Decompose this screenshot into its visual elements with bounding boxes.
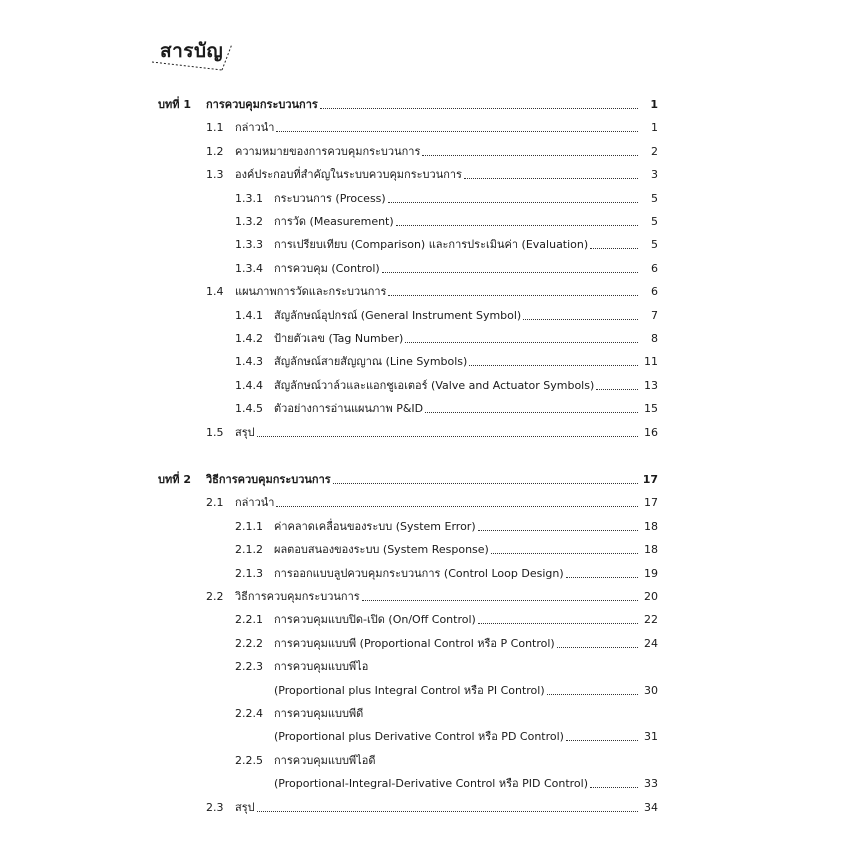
page-number: 1 <box>651 121 658 135</box>
entry-title-with-leader <box>274 611 640 629</box>
section-number: 2.2.5 <box>235 753 263 767</box>
section-title: สัญลักษณ์สายสัญญาณ (Line Symbols) <box>274 355 468 369</box>
dot-leader <box>405 341 638 343</box>
page-number: 33 <box>644 777 658 791</box>
section-title: ป้ายตัวเลข (Tag Number) <box>274 332 404 345</box>
dot-leader <box>425 411 638 413</box>
page-number: 13 <box>644 378 658 392</box>
dot-leader <box>557 646 638 648</box>
section-number: 1.3.3 <box>235 238 263 252</box>
dot-leader <box>320 107 638 109</box>
entry-title-with-leader <box>274 682 640 700</box>
section-title: สัญลักษณ์อุปกรณ์ (General Instrument Symbol) <box>274 308 522 322</box>
section-number: 1.3.2 <box>235 215 263 228</box>
section-title: ค่าคลาดเคลื่อนของระบบ (System Error) <box>274 519 476 533</box>
section-number: 2.1.2 <box>235 543 263 557</box>
section-title: การวัด (Measurement) <box>274 215 394 228</box>
section-number: 1.5 <box>206 425 224 439</box>
section-title: สรุป <box>235 800 255 814</box>
page-title: สารบัญ <box>160 40 224 62</box>
section-title: การควบคุมแบบพี (Proportional Control หรือ P Control) <box>274 636 555 650</box>
entry-title-with-leader <box>274 518 640 536</box>
dot-leader <box>566 576 638 578</box>
entry-title-with-leader <box>274 541 640 559</box>
chapter-title: วิธีการควบคุมกระบวนการ <box>206 473 331 486</box>
page-number: 19 <box>644 566 658 580</box>
section-number: 1.4.4 <box>235 378 263 392</box>
toc-entry-row <box>0 799 858 817</box>
section-number: 2.1.1 <box>235 519 263 533</box>
chapter-heading-row <box>0 96 858 114</box>
toc-entry-row <box>0 119 858 137</box>
section-title: การเปรียบเทียบ (Comparison) และการประเมินค่า (Evaluation) <box>274 238 589 252</box>
toc-entry-row <box>0 260 858 278</box>
page-number: 17 <box>644 496 658 510</box>
section-number: 2.3 <box>206 800 224 814</box>
page-number: 31 <box>644 730 658 744</box>
toc-entry-row <box>0 213 858 231</box>
page-number: 18 <box>644 543 658 557</box>
section-title: (Proportional plus Derivative Control หรือ PD Control) <box>274 730 564 744</box>
toc-entry-row <box>0 283 858 301</box>
page-number: 1 <box>650 98 658 111</box>
dot-leader <box>257 810 638 812</box>
toc-entry-row <box>0 353 858 371</box>
section-number: 2.2.1 <box>235 613 263 627</box>
dot-leader <box>596 388 638 390</box>
entry-title-with-leader <box>274 236 640 254</box>
page-number: 20 <box>644 590 658 603</box>
toc-entry-row <box>0 705 858 723</box>
toc-entry-row <box>0 565 858 583</box>
dot-leader <box>257 435 638 437</box>
toc-entry-row <box>0 166 858 184</box>
section-number: 1.4.2 <box>235 332 263 345</box>
page-number: 8 <box>651 332 658 345</box>
dot-leader <box>388 201 638 203</box>
dot-leader <box>362 599 638 601</box>
entry-title-with-leader <box>274 377 640 395</box>
section-number: 2.2.3 <box>235 660 263 674</box>
dot-leader <box>590 786 638 788</box>
dot-leader <box>478 622 638 624</box>
toc-entry-row <box>0 424 858 442</box>
section-number: 1.1 <box>206 121 224 135</box>
section-title: แผนภาพการวัดและกระบวนการ <box>235 285 387 299</box>
toc-entry-row <box>0 658 858 676</box>
toc-entry-row <box>0 518 858 536</box>
entry-title-with-leader <box>235 799 640 817</box>
toc-entry-row <box>0 307 858 325</box>
section-title: การควบคุมแบบพีไอดี <box>274 753 376 767</box>
toc-entry-row <box>0 377 858 395</box>
dot-leader <box>547 693 638 695</box>
section-title: สัญลักษณ์วาล์วและแอกชูเอเตอร์ (Valve and Actuator Symbols) <box>274 378 595 392</box>
page-number: 5 <box>651 191 658 205</box>
section-title: สรุป <box>235 425 255 439</box>
entry-title-with-leader <box>235 143 640 161</box>
dot-leader <box>469 364 638 366</box>
dot-leader <box>276 130 638 132</box>
entry-title-with-leader <box>274 775 640 793</box>
toc-entry-row <box>0 588 858 606</box>
section-number: 1.4.3 <box>235 355 263 369</box>
section-title: (Proportional-Integral-Derivative Control หรือ PID Control) <box>274 777 589 791</box>
section-number: 1.2 <box>206 144 224 158</box>
page-number: 2 <box>651 144 658 158</box>
section-title: ผลตอบสนองของระบบ (System Response) <box>274 543 489 557</box>
dot-leader <box>464 177 638 179</box>
entry-title-with-leader <box>274 260 640 278</box>
section-number: 1.4.5 <box>235 402 263 416</box>
chapter-title: การควบคุมกระบวนการ <box>206 98 318 111</box>
section-title: การควบคุมแบบพีไอ <box>274 660 369 674</box>
section-number: 2.2.2 <box>235 636 263 650</box>
entry-title-with-leader <box>274 728 640 746</box>
entry-title-with-leader <box>235 119 640 137</box>
entry-title-with-leader <box>274 213 640 231</box>
page-number: 16 <box>644 425 658 439</box>
section-title: องค์ประกอบที่สำคัญในระบบควบคุมกระบวนการ <box>235 168 462 182</box>
entry-title-with-leader <box>274 353 640 371</box>
section-title: การควบคุมแบบพีดี <box>274 707 364 720</box>
entry-title-with-leader <box>274 565 640 583</box>
chapter-label: บทที่ 1 <box>158 98 191 111</box>
entry-title-with-leader <box>274 400 640 418</box>
chapter-label: บทที่ 2 <box>158 473 191 486</box>
page-number: 30 <box>644 683 658 697</box>
section-title: การควบคุมแบบปิด-เปิด (On/Off Control) <box>274 613 476 627</box>
page-number: 5 <box>651 238 658 252</box>
page-number: 24 <box>644 636 658 650</box>
dot-leader <box>333 482 638 484</box>
section-title: ตัวอย่างการอ่านแผนภาพ P&ID <box>274 402 424 416</box>
toc-entry-row <box>0 494 858 512</box>
page-number: 6 <box>651 285 658 299</box>
dot-leader <box>523 318 638 320</box>
section-number: 2.2 <box>206 590 224 603</box>
toc-entry-row <box>0 143 858 161</box>
toc-entry-row <box>0 611 858 629</box>
dot-leader <box>396 224 638 226</box>
toc-entry-row <box>0 682 858 700</box>
section-number: 1.3.4 <box>235 261 263 275</box>
toc-entry-row <box>0 775 858 793</box>
entry-title-with-leader <box>206 96 640 114</box>
page-number: 18 <box>644 519 658 533</box>
toc-entry-row <box>0 400 858 418</box>
section-title: วิธีการควบคุมกระบวนการ <box>235 590 360 603</box>
section-number: 1.4.1 <box>235 308 263 322</box>
dot-leader <box>276 505 638 507</box>
dot-leader <box>491 552 638 554</box>
section-title: การควบคุม (Control) <box>274 261 380 275</box>
dot-leader <box>590 247 638 249</box>
section-title: กระบวนการ (Process) <box>274 191 386 205</box>
entry-title-with-leader <box>235 588 640 606</box>
toc-entry-row <box>0 190 858 208</box>
page-number: 6 <box>651 261 658 275</box>
page-number: 15 <box>644 402 658 416</box>
section-number: 2.1 <box>206 496 224 510</box>
entry-title-with-leader <box>274 330 640 348</box>
entry-title-with-leader <box>235 283 640 301</box>
dot-leader <box>388 294 638 296</box>
page-number: 11 <box>644 355 658 369</box>
section-number: 1.3 <box>206 168 224 182</box>
section-title: กล่าวนำ <box>235 121 275 135</box>
entry-title-with-leader <box>274 307 640 325</box>
entry-title-with-leader <box>235 494 640 512</box>
toc-entry-row <box>0 541 858 559</box>
toc-entry-row <box>0 752 858 770</box>
dot-leader <box>478 529 638 531</box>
page-number: 34 <box>644 800 658 814</box>
toc-entry-row <box>0 635 858 653</box>
page-number: 22 <box>644 613 658 627</box>
entry-title-with-leader <box>235 166 640 184</box>
section-title: ความหมายของการควบคุมกระบวนการ <box>235 144 421 158</box>
toc-entry-row <box>0 236 858 254</box>
entry-title-with-leader <box>274 190 640 208</box>
entry-title-with-leader <box>235 424 640 442</box>
section-title: กล่าวนำ <box>235 496 275 510</box>
dot-leader <box>422 154 638 156</box>
entry-title-with-leader <box>206 471 640 489</box>
entry-title-with-leader <box>274 635 640 653</box>
page-number: 17 <box>642 473 658 486</box>
toc-entry-row <box>0 330 858 348</box>
page-number: 5 <box>651 215 658 228</box>
page-number: 3 <box>651 168 658 182</box>
toc-entry-row <box>0 728 858 746</box>
section-title: (Proportional plus Integral Control หรือ PI Control) <box>274 683 545 697</box>
section-title: การออกแบบลูปควบคุมกระบวนการ (Control Loop Design) <box>274 566 564 580</box>
dot-leader <box>382 271 638 273</box>
chapter-heading-row <box>0 471 858 489</box>
section-number: 2.2.4 <box>235 707 263 720</box>
dot-leader <box>566 739 638 741</box>
section-number: 2.1.3 <box>235 566 263 580</box>
section-number: 1.3.1 <box>235 191 263 205</box>
page-number: 7 <box>651 308 658 322</box>
section-number: 1.4 <box>206 285 224 299</box>
